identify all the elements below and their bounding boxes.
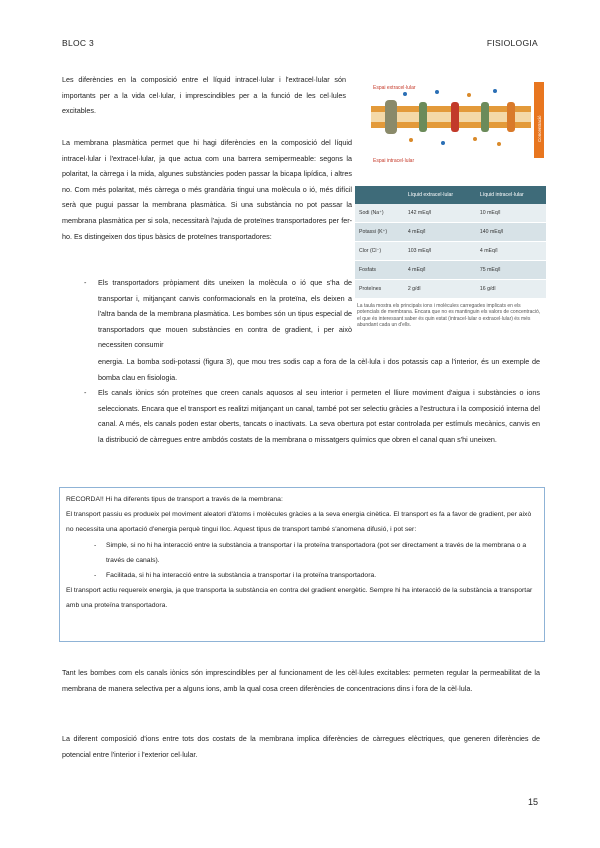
simple-diffusion-item: - Simple, si no hi ha interacció entre la substància a transportar i la proteïna transportadora (pot ser directament a través de la membrana o a través de canals). — [66, 538, 538, 568]
ion-icon — [473, 137, 477, 141]
extracellular-label: Espai extracel·lular — [373, 85, 416, 91]
table-cell: 2 g/dl — [404, 280, 476, 299]
table-caption: La taula mostra els principals ions i molècules carregades implicats en els potencials de membrana. Encara que no es mantinguin els valors de concentració, el que és interessant saber és quin estat (intracel·lular o extracel·lular) és més abundant cada un d'ells. — [357, 303, 541, 329]
table-cell: Sodi (Na⁺) — [355, 204, 404, 223]
table-cell: Proteïnes — [355, 280, 404, 299]
table-cell: Potassi (K⁺) — [355, 223, 404, 242]
transporters-list-narrow — [62, 275, 352, 353]
passive-transport-text: El transport passiu es produeix pel moviment aleatori d'àtoms i molècules gràcies a la seva energia cinètica. El transport es fa a favor de gradient, per això no necessita una aportació d'energia perquè tingui lloc. Aquest tipus de transport també s'anomena difusió, i pot ser: — [66, 511, 532, 534]
table-cell: 142 mEq/l — [404, 204, 476, 223]
ion-concentration-table — [355, 186, 546, 329]
page-number: 15 — [527, 797, 538, 807]
table-cell: 103 mEq/l — [404, 242, 476, 261]
active-transport-text: El transport actiu requereix energia, ja que transporta la substància en contra del gradient energètic. Sempre hi ha interacció de la substància a transportar amb una proteïna transportadora. — [66, 587, 533, 610]
ion-icon — [409, 138, 413, 142]
table-cell: 75 mEq/l — [476, 261, 546, 280]
pump-protein — [385, 100, 397, 134]
table-cell: 4 mEq/l — [404, 223, 476, 242]
channel-protein — [419, 102, 427, 132]
ion-icon — [493, 89, 497, 93]
pumps-channels-paragraph: Tant les bombes com els canals iònics són imprescindibles per al funcionament de les cèl·lules excitables: permeten regular la permeabilitat de la membrana de manera selectiva per a alguns ions, amb la qual cosa creen diferències de concentracions dins i fora de la cèl·lula. — [62, 668, 540, 693]
table-row — [355, 261, 546, 280]
potential-difference-paragraph: La diferent composició d'ions entre tots dos costats de la membrana implica diferències de càrregues elèctriques, que generen diferències de potencial entre l'interior i l'exterior cel·lular. — [62, 734, 540, 759]
table-row — [355, 223, 546, 242]
transporters-list-wide — [62, 385, 540, 447]
recorda-title: RECORDA!! Hi ha diferents tipus de transport a través de la membrana: — [66, 496, 283, 503]
table-header-cell: Líquid intracel·lular — [476, 186, 546, 204]
header-bloc: BLOC 3 — [62, 38, 95, 48]
ion-icon — [497, 142, 501, 146]
ion-icon — [467, 93, 471, 97]
intro-paragraph: Les diferències en la composició entre el líquid intracel·lular i l'extracel·lular són importants per a la vida cel·lular, i imprescindibles per a la funció de les cel·lules excitables. — [62, 75, 346, 116]
intracellular-label: Espai intracel·lular — [373, 158, 415, 164]
recorda-box — [59, 487, 545, 642]
bullet-transportadors-continued: energia. La bomba sodi-potassi (figura 3), que mou tres sodis cap a fora de la cèl·lula i dos potassis cap a l'interior, és un exemple de bomba clau en fisiologia. — [98, 357, 540, 382]
table-cell: Clor (Cl⁻) — [355, 242, 404, 261]
table-cell: 10 mEq/l — [476, 204, 546, 223]
ion-icon — [403, 92, 407, 96]
ion-icon — [435, 90, 439, 94]
concentration-label: Concentració — [537, 115, 542, 142]
table-row — [355, 242, 546, 261]
table-row — [355, 280, 546, 299]
table-header-cell — [355, 186, 404, 204]
channel-protein — [507, 102, 515, 132]
table-header-cell: Líquid extracel·lular — [404, 186, 476, 204]
bullet-canals-ionics: - Els canals iònics són proteïnes que creen canals aquosos al seu interior i permeten el lliure moviment d'aigua i substàncies o ions seleccionats. Encara que el transport es realitzi mitjançant un canal, també pot ser selectiu gràcies a l'estructura i la composició interna del canal. A més, els canals poden estar oberts, tancats o inactivats. La seva obertura pot estar controlada per estímuls mecànics, canvis en la distribució de càrregues entre ambdós costats de la membrana o missatgers químics que obren el canal quan s'hi uneixen. — [62, 385, 540, 447]
membrane-paragraph: La membrana plasmàtica permet que hi hagi diferències en la composició del líquid intracel·lular i l'extracel·lular, ja que actua com una barrera semipermeable: segons la polaritat, la càrrega i la mida, algunes substàncies poden passar la bicapa lipídica, i altres no. Com més polaritat, més càrrega o més grandària tingui una molècula o ió, més difícil serà que pugui passar la membrana plasmàtica. Si una substància no pot passar la membrana plasmàtica per si sola, necessitarà l'ajuda de proteïnes transportadores per fer-ho. Es distingeixen dos tipus bàsics de proteïnes transportadores: — [62, 138, 352, 241]
table-cell: 140 mEq/l — [476, 223, 546, 242]
sodium-potassium-pump-figure — [371, 80, 546, 165]
bullet-transportadors: - Els transportadors pròpiament dits uneixen la molècula o ió que s'ha de transportar i, mitjançant canvis conformacionals en la proteïna, els deixen a l'altra banda de la membrana plasmàtica. Les bombes són un tipus especial de transportadors que mouen substàncies en contra de gradient, i per això necessiten consumir — [62, 275, 352, 353]
channel-protein — [451, 102, 459, 132]
table-row — [355, 204, 546, 223]
ion-icon — [441, 141, 445, 145]
diffusion-types-list — [66, 538, 538, 584]
table-cell: 4 mEq/l — [404, 261, 476, 280]
table-cell: 4 mEq/l — [476, 242, 546, 261]
table-header-row — [355, 186, 546, 204]
table-cell: 16 g/dl — [476, 280, 546, 299]
facilitated-diffusion-item: - Facilitada, si hi ha interacció entre la substància a transportar i la proteïna transportadora. — [66, 568, 538, 583]
table-cell: Fosfats — [355, 261, 404, 280]
header-subject: FISIOLOGIA — [486, 38, 538, 48]
channel-protein — [481, 102, 489, 132]
